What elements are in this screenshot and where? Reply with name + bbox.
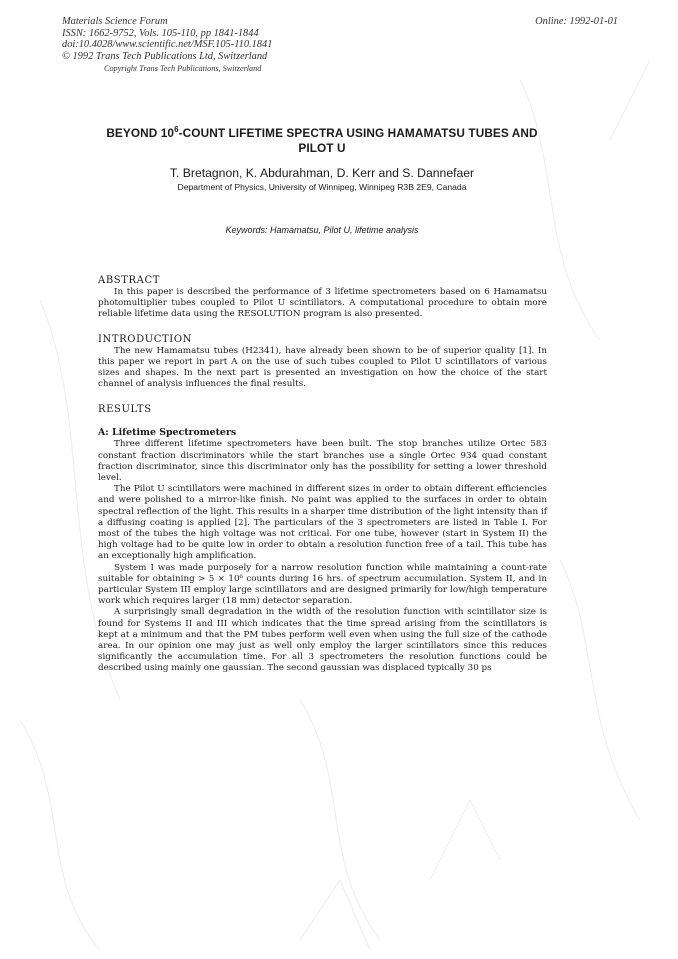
abstract-heading: ABSTRACT [98,275,160,286]
introduction-section [98,334,547,391]
introduction-heading: INTRODUCTION [98,333,192,345]
introduction-text: The new Hamamatsu tubes (H2341), have already been shown to be of superior quality [1]. In this paper we report in part A on the use of such tubes coupled to Pilot U scintillators of various sizes and shapes. In the next part is presented an investigation on how the choice of the start channel of analysis influences the final results. [98,345,547,390]
doi-link[interactable]: doi:10.4028/www.scientific.net/MSF.105-110.1841 [62,39,273,51]
abstract-section [98,275,547,321]
results-section [98,404,547,674]
results-subheading: A: Lifetime Spectrometers [98,427,237,439]
copyright-line: © 1992 Trans Tech Publications Ltd, Switzerland [62,50,268,62]
results-heading: RESULTS [98,404,152,416]
keywords: Keywords: Hamamatsu, Pilot U, lifetime analysis [225,225,419,235]
results-paragraph: The Pilot U scintillators were machined in different sizes in order to obtain different efficiencies and were polished to a mirror-like finish. No paint was applied to the surfaces in order to obtain spectral reflection of the light. This results in a sharper time distribution of the light intensity than if a diffusing coating is applied [2]. The particulars of the 3 spectrometers are listed in Table I. For most of the tubes the high voltage was not critical. For one tube, however (start in System II) the high voltage had to be quite low in order to obtain a resolution function free of a tail. This tube has an exceptionally high amplification. [98,484,547,562]
journal-header [62,16,618,75]
affiliation: Department of Physics, University of Winnipeg, Winnipeg R3B 2E9, Canada [177,182,467,192]
title-superscript: 6 [174,125,179,134]
abstract-text: In this paper is described the performance of 3 lifetime spectrometers based on 6 Hamamatsu photomultiplier tubes coupled to Pilot U scintillators. A computational procedure to obtain more reliable lifetime data using the RESOLUTION program is also presented. [98,287,547,320]
paper-title [98,122,546,156]
results-paragraph: Three different lifetime spectrometers have been built. The stop branches utilize Ortec 583 constant fraction discriminators while the start branches use a single Ortec 934 quad constant fraction discriminator, since this discriminator only has the possibility for setting a lower threshold level. [98,439,547,484]
online-date: Online: 1992-01-01 [535,16,618,27]
issn-line: ISSN: 1662-9752, Vols. 105-110, pp 1841-1844 [62,27,259,39]
copyright-small: Copyright Trans Tech Publications, Switzerland [104,64,262,74]
title-part1: BEYOND 10 [106,126,175,140]
results-paragraph: A surprisingly small degradation in the width of the resolution function with scintillator size is found for Systems II and III which indicates that the time spread arising from the scintillators is kept at a minimum and that the PM tubes perform well even when using the full size of the cathode area. In our opinion one may just as well only employ the larger scintillators since this reduces significantly the accumulation time. For all 3 spectrometers the resolution functions could be described using mainly one gaussian. The second gaussian was displaced typically 30 ps [98,607,547,674]
title-part2: -COUNT LIFETIME SPECTRA USING HAMAMATSU TUBES AND PILOT U [178,126,538,155]
journal-name: Materials Science Forum [62,16,168,27]
results-paragraph: System I was made purposely for a narrow resolution function while maintaining a count-rate suitable for obtaining > 5 × 10⁶ counts during 16 hrs. of spectrum accumulation. System II, and in particular System III employ large scintillators and are designed primarily for low/high temperature work which requires larger (18 mm) detector separation. [98,562,547,607]
paper-body [98,275,547,675]
author-list: T. Bretagnon, K. Abdurahman, D. Kerr and S. Dannefaer [169,166,475,180]
